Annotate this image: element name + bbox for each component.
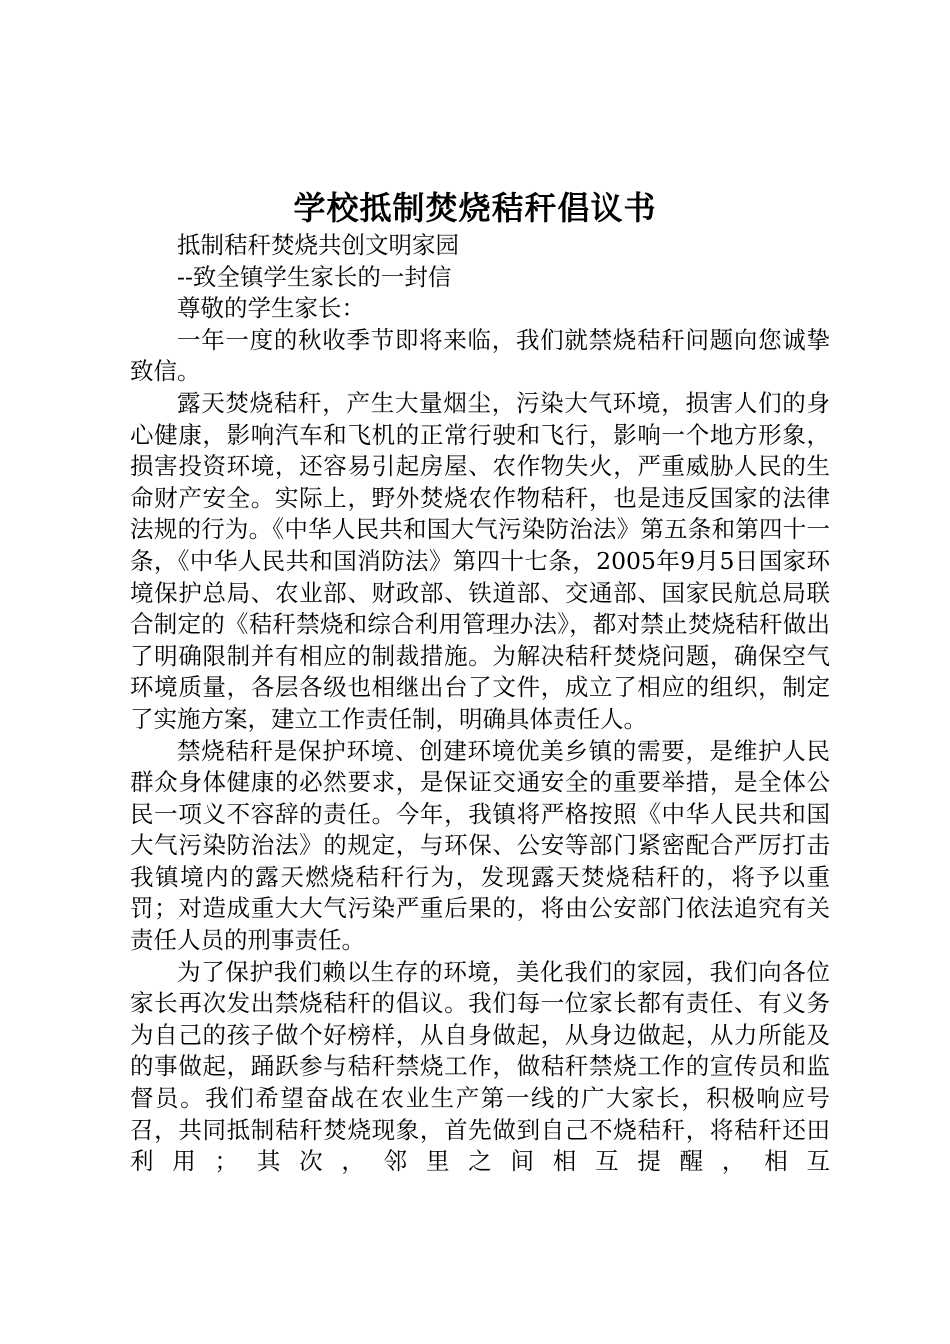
salutation: 尊敬的学生家长： — [177, 294, 365, 323]
paragraph-4: 为了保护我们赖以生存的环境，美化我们的家园，我们向各位家长再次发出禁烧秸秆的倡议。我们每一位家长都有责任、有义务为自己的孩子做个好榜样，从自身做起，从身边做起，从力所能及的事做起，踊跃参与秸秆禁烧工作，做秸秆禁烧工作的宣传员和监督员。我们希望奋战在农业生产第一线的广大家长，积极响应号召，共同抵制秸秆焚烧现象，首先做到自己不烧秸秆，将秸秆还田利用；其次，邻里之间相互提醒，相互 — [130, 957, 830, 1176]
document-title: 学校抵制焚烧秸秆倡议书 — [293, 189, 657, 227]
paragraph-1: 一年一度的秋收季节即将来临，我们就禁烧秸秆问题向您诚挚致信。 — [130, 325, 830, 386]
paragraph-2: 露天焚烧秸秆，产生大量烟尘，污染大气环境，损害人们的身心健康，影响汽车和飞机的正常行驶和飞行，影响一个地方形象，损害投资环境，还容易引起房屋、农作物失火，严重威胁人民的生命财产安全。实际上，野外焚烧农作物秸秆，也是违反国家的法律法规的行为。《中华人民共和国大气污染防治法》第五条和第四十一条，《中华人民共和国消防法》第四十七条，2005年9月5日国家环境保护总局、农业部、财政部、铁道部、交通部、国家民航总局联合制定的《秸秆禁烧和综合利用管理办法》，都对禁止焚烧秸秆做出了明确限制并有相应的制裁措施。为解决秸秆焚烧问题，确保空气环境质量，各层各级也相继出台了文件，成立了相应的组织，制定了实施方案，建立工作责任制，明确具体责任人。 — [130, 388, 830, 733]
document-body — [130, 230, 830, 1178]
paragraph-3: 禁烧秸秆是保护环境、创建环境优美乡镇的需要，是维护人民群众身体健康的必然要求，是保证交通安全的重要举措，是全体公民一项义不容辞的责任。今年，我镇将严格按照《中华人民共和国大气污染防治法》的规定，与环保、公安等部门紧密配合严厉打击我镇境内的露天燃烧秸秆行为，发现露天焚烧秸秆的，将予以重罚；对造成重大大气污染严重后果的，将由公安部门依法追究有关责任人员的刑事责任。 — [130, 736, 830, 955]
subtitle-line: 抵制秸秆焚烧共创文明家园 — [177, 231, 459, 259]
subtitle-line-2: --致全镇学生家长的一封信 — [177, 262, 452, 291]
